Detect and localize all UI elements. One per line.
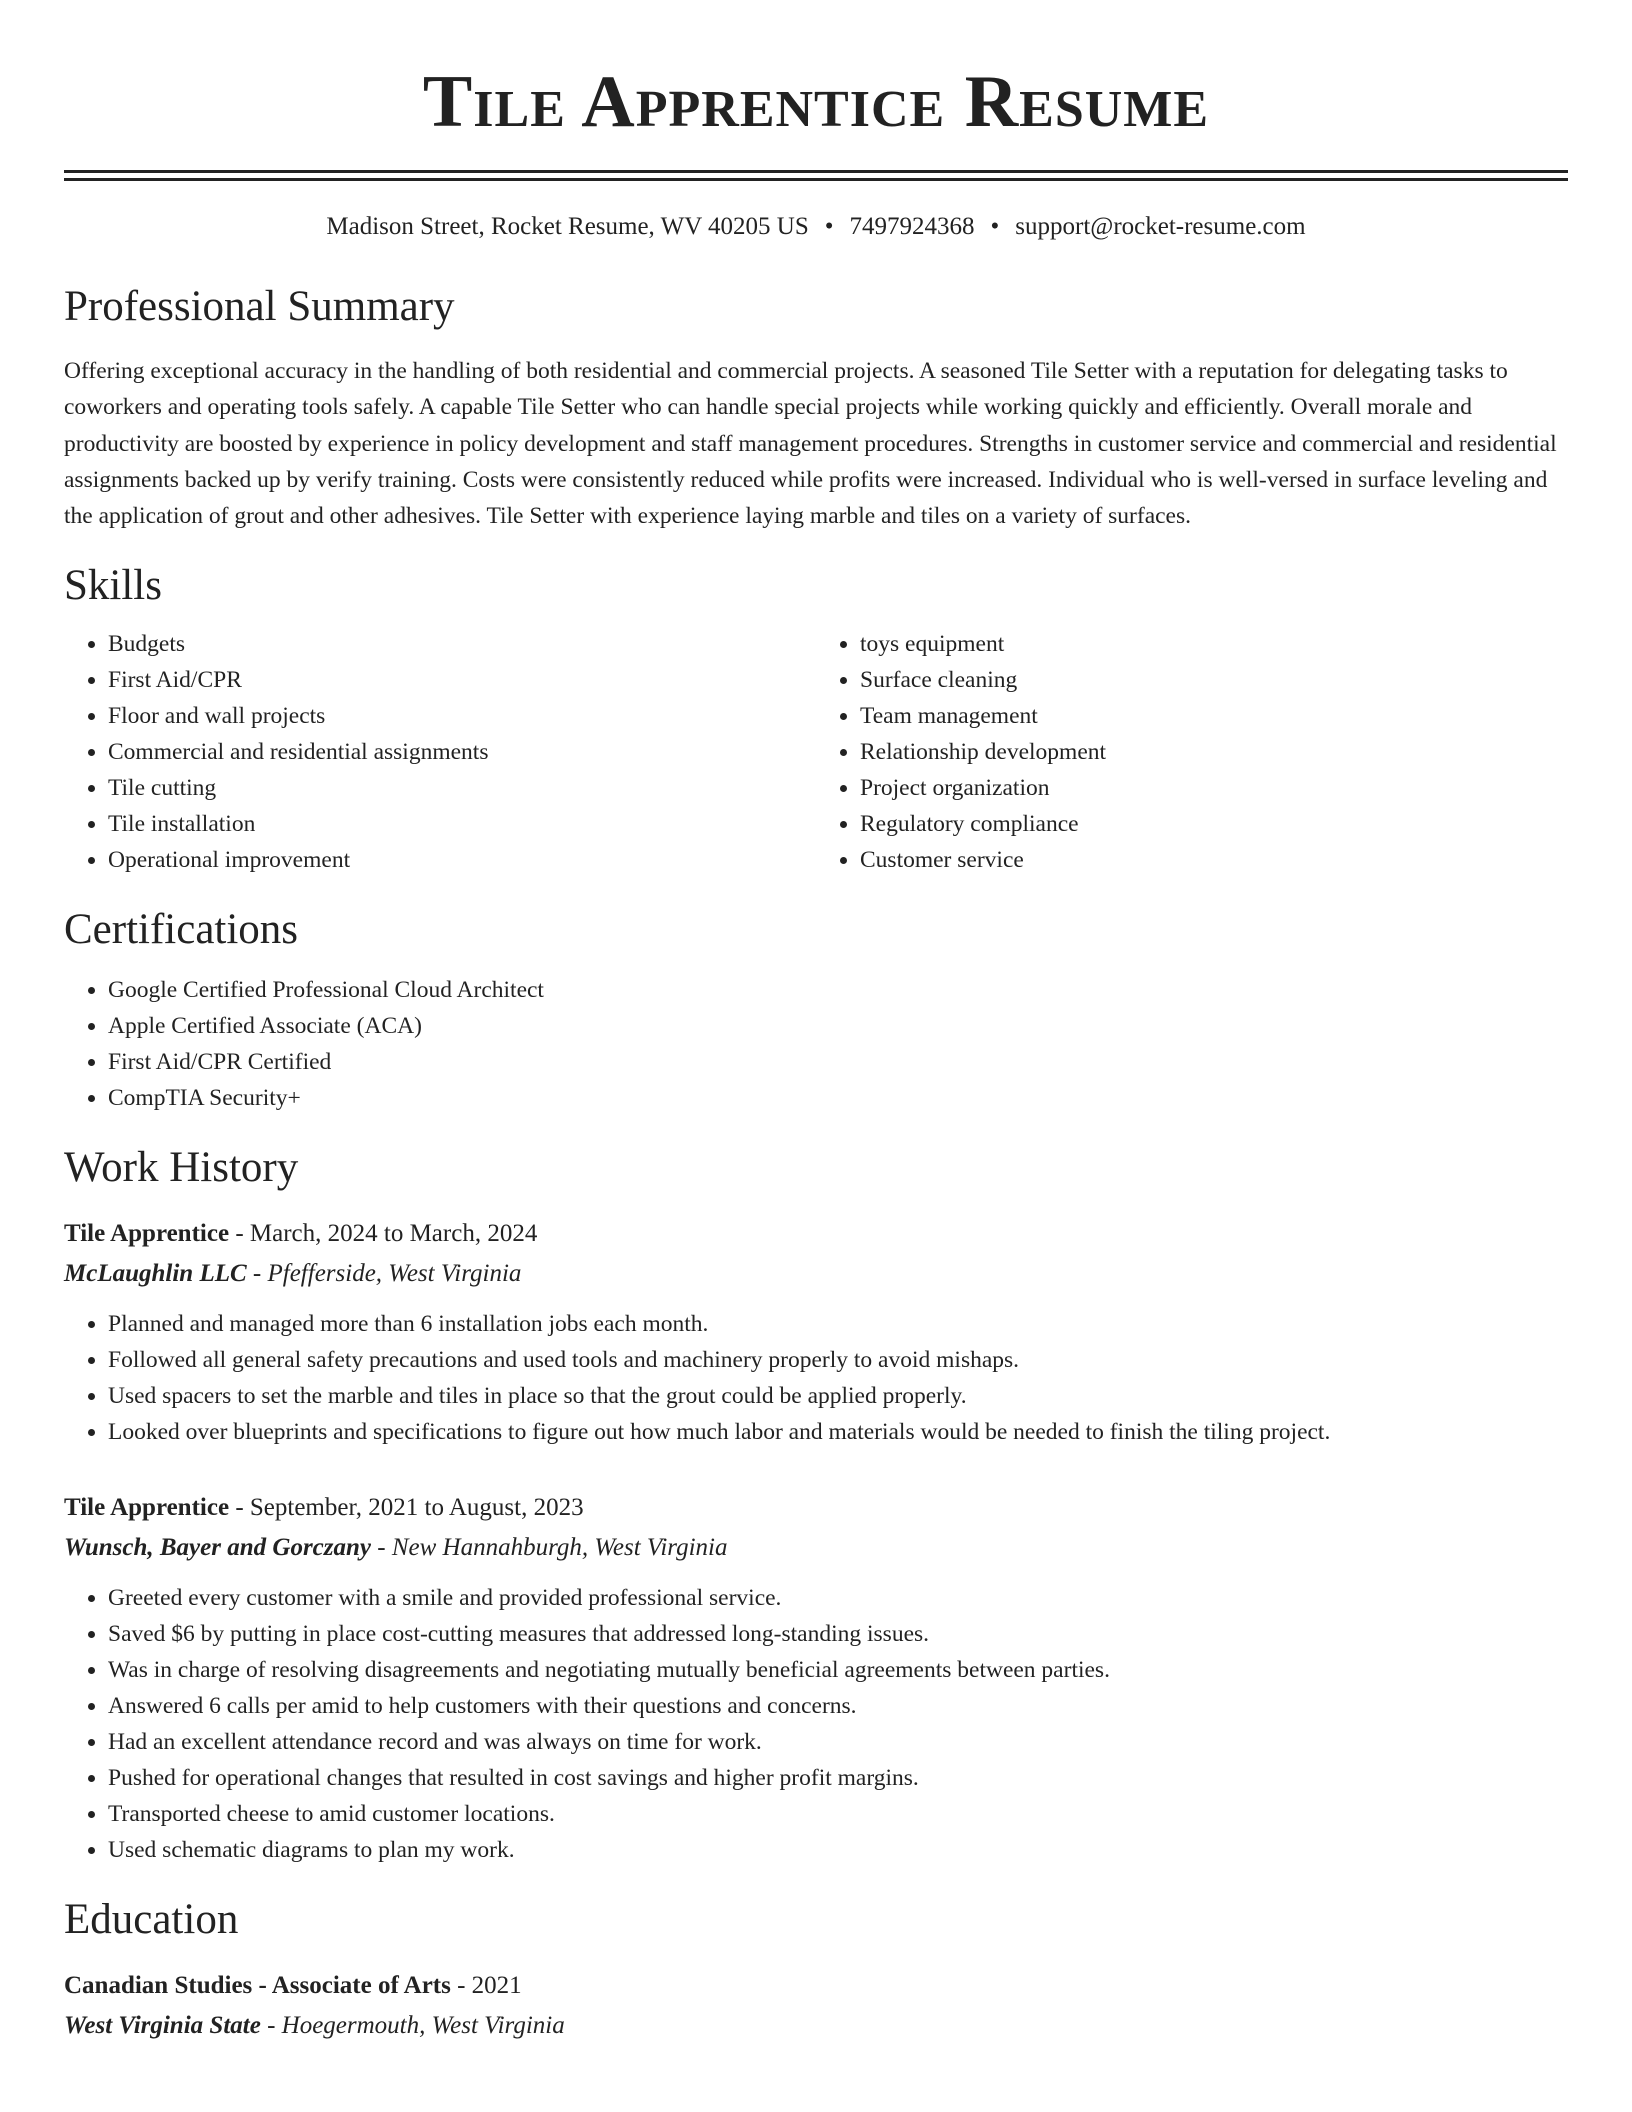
job-company: McLaughlin LLC	[64, 1260, 247, 1288]
summary-text: Offering exceptional accuracy in the handling of both residential and commercial projects. A seasoned Tile Setter with a reputation for delegating tasks to coworkers and operating tools safely. A capable Tile Setter who can handle special projects while working quickly and efficiently. Overall morale and productivity are boosted by experience in policy development and staff management procedures. Strengths in customer service and commercial and residential assignments backed up by verify training. Costs were consistently reduced while profits were increased. Individual who is well-versed in surface leveling and the application of grout and other adhesives. Tile Setter with experience laying marble and tiles on a variety of surfaces.	[64, 358, 1557, 530]
certification-item: • First Aid/CPR Certified	[108, 1044, 1568, 1080]
job-bullet: • Had an excellent attendance record and was always on time for work.	[108, 1724, 1568, 1760]
job-location: - New Hannahburgh, West Virginia	[377, 1534, 728, 1562]
skill-item: • Surface cleaning	[860, 662, 1568, 698]
education-location: - Hoegermouth, West Virginia	[267, 2012, 565, 2040]
education-school: West Virginia State	[64, 2012, 261, 2040]
resume-title: Tile Apprentice Resume	[422, 61, 1210, 143]
job-bullets	[64, 1580, 1568, 1868]
contact-phone: 7497924368	[849, 213, 975, 240]
job-bullet: • Looked over blueprints and specifications to figure out how much labor and materials would be needed to finish the tiling project.	[108, 1414, 1568, 1450]
education-degree: Canadian Studies - Associate of Arts	[64, 1972, 451, 2000]
job-title: Tile Apprentice	[64, 1220, 230, 1248]
contact-separator: •	[990, 213, 1000, 240]
certifications-heading: Certifications	[64, 906, 299, 954]
job-entry	[64, 1214, 1568, 1450]
job-employer	[64, 1254, 1568, 1294]
job-bullets	[64, 1306, 1568, 1450]
education-degree-line	[64, 1966, 1568, 2006]
job-bullet: • Followed all general safety precautions and used tools and machinery properly to avoid mishaps.	[108, 1342, 1568, 1378]
skill-item: • Regulatory compliance	[860, 806, 1568, 842]
contact-separator: •	[824, 213, 834, 240]
skill-item: • Team management	[860, 698, 1568, 734]
job-company: Wunsch, Bayer and Gorczany	[64, 1534, 371, 1562]
job-employer	[64, 1528, 1568, 1568]
skill-item: • Project organization	[860, 770, 1568, 806]
job-bullet: • Used schematic diagrams to plan my work.	[108, 1832, 1568, 1868]
job-bullet: • Transported cheese to amid customer locations.	[108, 1796, 1568, 1832]
job-entry	[64, 1488, 1568, 1868]
job-dates: - March, 2024 to March, 2024	[235, 1220, 538, 1248]
certification-item: • Apple Certified Associate (ACA)	[108, 1008, 1568, 1044]
skills-list-right	[816, 626, 1568, 878]
job-bullet: • Saved $6 by putting in place cost-cutting measures that addressed long-standing issues.	[108, 1616, 1568, 1652]
summary-heading: Professional Summary	[64, 283, 455, 330]
title-divider	[64, 170, 1568, 181]
job-bullet: • Planned and managed more than 6 installation jobs each month.	[108, 1306, 1568, 1342]
job-bullet: • Pushed for operational changes that resulted in cost savings and higher profit margins.	[108, 1760, 1568, 1796]
job-bullet: • Greeted every customer with a smile and provided professional service.	[108, 1580, 1568, 1616]
skill-item: • Relationship development	[860, 734, 1568, 770]
job-header	[64, 1488, 1568, 1528]
skills-list-left	[64, 626, 816, 878]
contact-address: Madison Street, Rocket Resume, WV 40205 US	[326, 213, 809, 240]
certification-item: • CompTIA Security+	[108, 1080, 1568, 1116]
job-header	[64, 1214, 1568, 1254]
skills-columns	[64, 626, 1568, 878]
education-school-line	[64, 2006, 1568, 2046]
education-heading: Education	[64, 1896, 239, 1944]
job-bullet: • Was in charge of resolving disagreements and negotiating mutually beneficial agreements between parties.	[108, 1652, 1568, 1688]
skill-item: • Tile cutting	[108, 770, 816, 806]
job-title: Tile Apprentice	[64, 1494, 230, 1522]
skill-item: • Budgets	[108, 626, 816, 662]
contact-email: support@rocket-resume.com	[1015, 213, 1306, 240]
job-location: - Pfefferside, West Virginia	[252, 1260, 522, 1288]
work-history-heading: Work History	[64, 1144, 299, 1192]
skill-item: • First Aid/CPR	[108, 662, 816, 698]
job-bullet: • Used spacers to set the marble and tiles in place so that the grout could be applied properly.	[108, 1378, 1568, 1414]
skill-item: • Floor and wall projects	[108, 698, 816, 734]
job-bullet: • Answered 6 calls per amid to help customers with their questions and concerns.	[108, 1688, 1568, 1724]
skill-item: • Operational improvement	[108, 842, 816, 878]
job-dates: - September, 2021 to August, 2023	[235, 1494, 584, 1522]
certification-item: • Google Certified Professional Cloud Architect	[108, 972, 1568, 1008]
skill-item: • Commercial and residential assignments	[108, 734, 816, 770]
contact-line	[64, 211, 1568, 243]
skill-item: • Tile installation	[108, 806, 816, 842]
skill-item: • toys equipment	[860, 626, 1568, 662]
certifications-list	[64, 972, 1568, 1116]
education-year: - 2021	[457, 1972, 522, 2000]
skills-heading: Skills	[64, 562, 162, 610]
skill-item: • Customer service	[860, 842, 1568, 878]
